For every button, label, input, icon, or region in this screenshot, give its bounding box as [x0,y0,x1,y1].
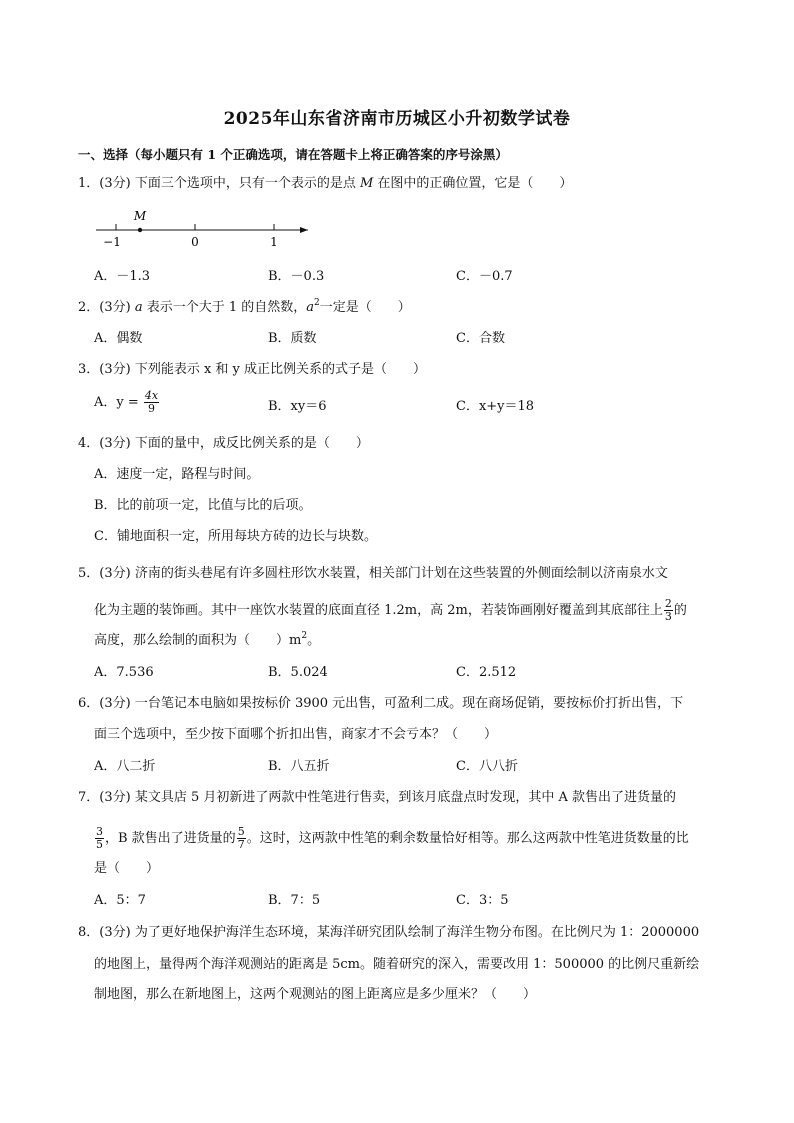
question-5-line-2: 化为主题的装饰画。其中一座饮水装置的底面直径 1.2m，高 2m，若装饰画刚好覆盖到其底部往上 $\frac{2}{3}$ 的 [94,597,687,623]
tick-label-0: 0 [191,235,199,249]
q5-option-a[interactable]: A．7.536 [94,665,154,680]
section-heading: 一、选择（每小题只有 1 个正确选项，请在答题卡上将正确答案的序号涂黑） [78,147,508,162]
exam-title: 2025年山东省济南市历城区小升初数学试卷 [223,109,571,129]
question-7-line-1: 7．(3分) 某文具店 5 月初新进了两款中性笔进行售卖，到该月底盘点时发现，其中 A 款售出了进货量的 [78,790,677,805]
fraction: $\frac{5}{7}$ [237,825,245,851]
number-line-figure [94,206,324,250]
q4-option-a[interactable]: A．速度一定，路程与时间。 [94,467,260,482]
point-m-dot [138,228,142,232]
q6-option-c[interactable]: C．八八折 [456,759,518,774]
question-6-line-1: 6．(3分) 一台笔记本电脑如果按标价 3900 元出售，可盈利二成。现在商场促销，要按标价打折出售，下 [78,696,684,711]
question-8-line-1: 8．(3分) 为了更好地保护海洋生态环境，某海洋研究团队绘制了海洋生物分布图。在比例尺为 1：2000000 [78,925,700,940]
q6-option-b[interactable]: B．八五折 [268,759,330,774]
question-8-line-2: 的地图上，量得两个海洋观测站的距离是 5cm。随着研究的深入，需要改用 1：500000 的比例尺重新绘 [94,957,700,972]
q3-option-c[interactable]: C．x+y＝18 [456,399,535,414]
fraction: $\frac{4x}{9}$ [144,389,159,415]
q5-option-c[interactable]: C．2.512 [456,665,517,680]
fraction: $\frac{2}{3}$ [664,597,672,623]
q5-option-b[interactable]: B．5.024 [268,665,328,680]
question-2-stem: 2．(3分) a 表示一个大于 1 的自然数，$a^2$一定是（ ） [78,298,411,315]
arrow-icon [300,227,308,233]
question-5-line-3: 高度，那么绘制的面积为（ ）$m^2$。 [94,631,321,648]
q2-option-b[interactable]: B．质数 [268,331,317,346]
point-m-label: M [133,209,147,223]
q3-option-a[interactable]: A．y = $\frac{4x}{9}$ [94,389,159,415]
question-1-stem: 1．(3分) 下面三个选项中，只有一个表示的是点 M 在图中的正确位置，它是（ ） [78,176,573,191]
q7-option-b[interactable]: B．7：5 [268,893,321,908]
question-6-line-2: 面三个选项中，至少按下面哪个折扣出售，商家才不会亏本？（ ） [94,727,498,742]
question-5-line-1: 5．(3分) 济南的街头巷尾有许多圆柱形饮水装置，相关部门计划在这些装置的外侧面绘制以济南泉水文 [78,566,668,581]
q1-option-a[interactable]: A．－1.3 [94,269,151,284]
q6-option-a[interactable]: A．八二折 [94,759,156,774]
question-3-stem: 3．(3分) 下列能表示 x 和 y 成正比例关系的式子是（ ） [78,362,427,377]
q4-option-c[interactable]: C．铺地面积一定，所用每块方砖的边长与块数。 [94,529,377,544]
q1-option-c[interactable]: C．－0.7 [456,269,513,284]
question-7-line-3: 是（ ） [94,861,160,876]
q7-option-a[interactable]: A．5：7 [94,893,146,908]
q4-option-b[interactable]: B．比的前项一定，比值与比的后项。 [94,498,312,513]
tick-label-1: 1 [270,235,278,249]
question-4-stem: 4．(3分) 下面的量中，成反比例关系的是（ ） [78,436,369,451]
fraction: $\frac{3}{5}$ [96,825,103,851]
q7-option-c[interactable]: C．3：5 [456,893,509,908]
tick-label-minus-1: −1 [103,235,121,249]
question-7-line-2: $\frac{3}{5}$ ，B 款售出了进货量的 $\frac{5}{7}$ 。这时，这两款中性笔的剩余数量恰好相等。那么这两款中性笔进货数量的比 [96,825,689,851]
q2-option-c[interactable]: C．合数 [456,331,505,346]
q2-option-a[interactable]: A．偶数 [94,331,143,346]
q3-option-b[interactable]: B．xy＝6 [268,399,327,414]
q1-option-b[interactable]: B．－0.3 [268,269,325,284]
question-8-line-3: 制地图，那么在新地图上，这两个观测站的图上距离应是多少厘米？（ ） [94,987,537,1002]
